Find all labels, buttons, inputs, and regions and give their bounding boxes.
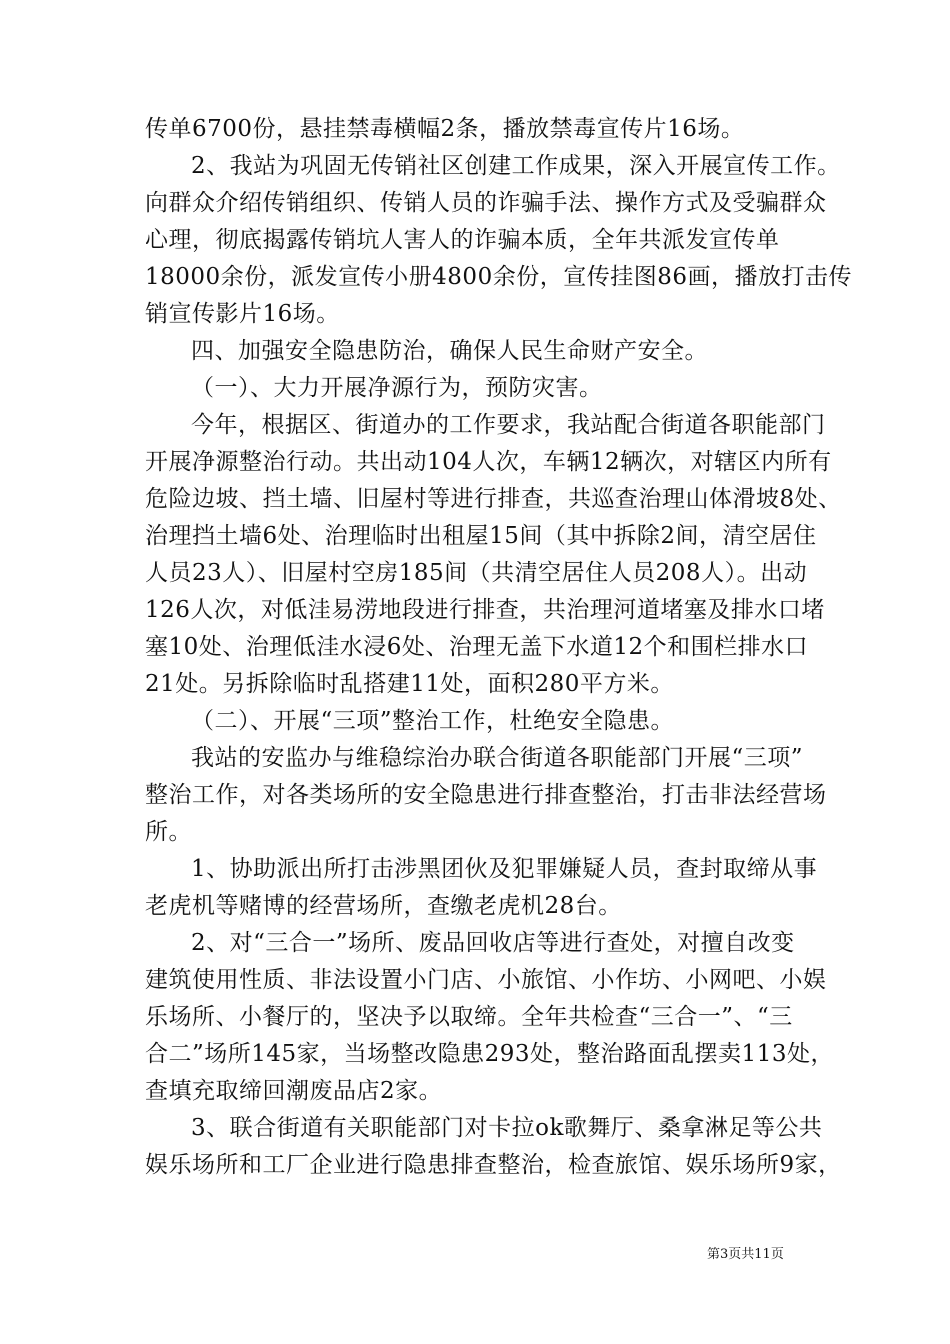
text-line: 2、我站为巩固无传销社区创建工作成果，深入开展宣传工作。 (191, 153, 841, 179)
text-line: 心理，彻底揭露传销坑人害人的诈骗本质，全年共派发宣传单 (145, 227, 780, 253)
text-line: 乐场所、小餐厅的，坚决予以取缔。全年共检查“三合一”、“三 (145, 1004, 793, 1030)
text-line: 3、联合街道有关职能部门对卡拉ok歌舞厅、桑拿淋足等公共 (191, 1115, 823, 1141)
text-line: 所。 (145, 819, 192, 845)
text-line: 向群众介绍传销组织、传销人员的诈骗手法、操作方式及受骗群众 (145, 190, 827, 216)
text-line: 1、协助派出所打击涉黑团伙及犯罪嫌疑人员，查封取缔从事 (191, 856, 818, 882)
text-line: 人员23人）、旧屋村空房185间（共清空居住人员208人）。出动 (145, 560, 808, 586)
text-line: 我站的安监办与维稳综治办联合街道各职能部门开展“三项” (191, 745, 804, 771)
text-line: 塞10处、治理低洼水浸6处、治理无盖下水道12个和围栏排水口 (145, 634, 809, 660)
text-line: 老虎机等赌博的经营场所，查缴老虎机28台。 (145, 893, 622, 919)
text-line: （二）、开展“三项”整治工作，杜绝安全隐患。 (191, 708, 675, 734)
text-line: 开展净源整治行动。共出动104人次，车辆12辆次，对辖区内所有 (145, 449, 832, 475)
text-line: 21处。另拆除临时乱搭建11处，面积280平方米。 (145, 671, 674, 697)
text-line: 娱乐场所和工厂企业进行隐患排查整治，检查旅馆、娱乐场所9家， (145, 1152, 842, 1178)
text-line: 18000余份，派发宣传小册4800余份，宣传挂图86画，播放打击传 (145, 264, 852, 290)
text-line: 销宣传影片16场。 (145, 301, 340, 327)
text-line: 治理挡土墙6处、治理临时出租屋15间（其中拆除2间，清空居住 (145, 523, 817, 549)
text-line: 2、对“三合一”场所、废品回收店等进行查处，对擅自改变 (191, 930, 795, 956)
text-line: 126人次，对低洼易涝地段进行排查，共治理河道堵塞及排水口堵 (145, 597, 825, 623)
text-line: 今年，根据区、街道办的工作要求，我站配合街道各职能部门 (191, 412, 826, 438)
text-line: 建筑使用性质、非法设置小门店、小旅馆、小作坊、小网吧、小娱 (145, 967, 827, 993)
text-line: 危险边坡、挡土墙、旧屋村等进行排查，共巡查治理山体滑坡8处、 (145, 486, 842, 512)
page-number: 第3页共11页 (707, 1247, 784, 1262)
text-line: 合二”场所145家，当场整改隐患293处，整治路面乱摆卖113处， (145, 1041, 834, 1067)
text-line: 整治工作，对各类场所的安全隐患进行排查整治，打击非法经营场 (145, 782, 827, 808)
text-line: （一）、大力开展净源行为，预防灾害。 (191, 375, 603, 401)
text-line: 查填充取缔回潮废品店2家。 (145, 1078, 443, 1104)
text-line: 传单6700份，悬挂禁毒横幅2条，播放禁毒宣传片16场。 (145, 116, 745, 142)
text-line: 四、加强安全隐患防治，确保人民生命财产安全。 (191, 338, 708, 364)
